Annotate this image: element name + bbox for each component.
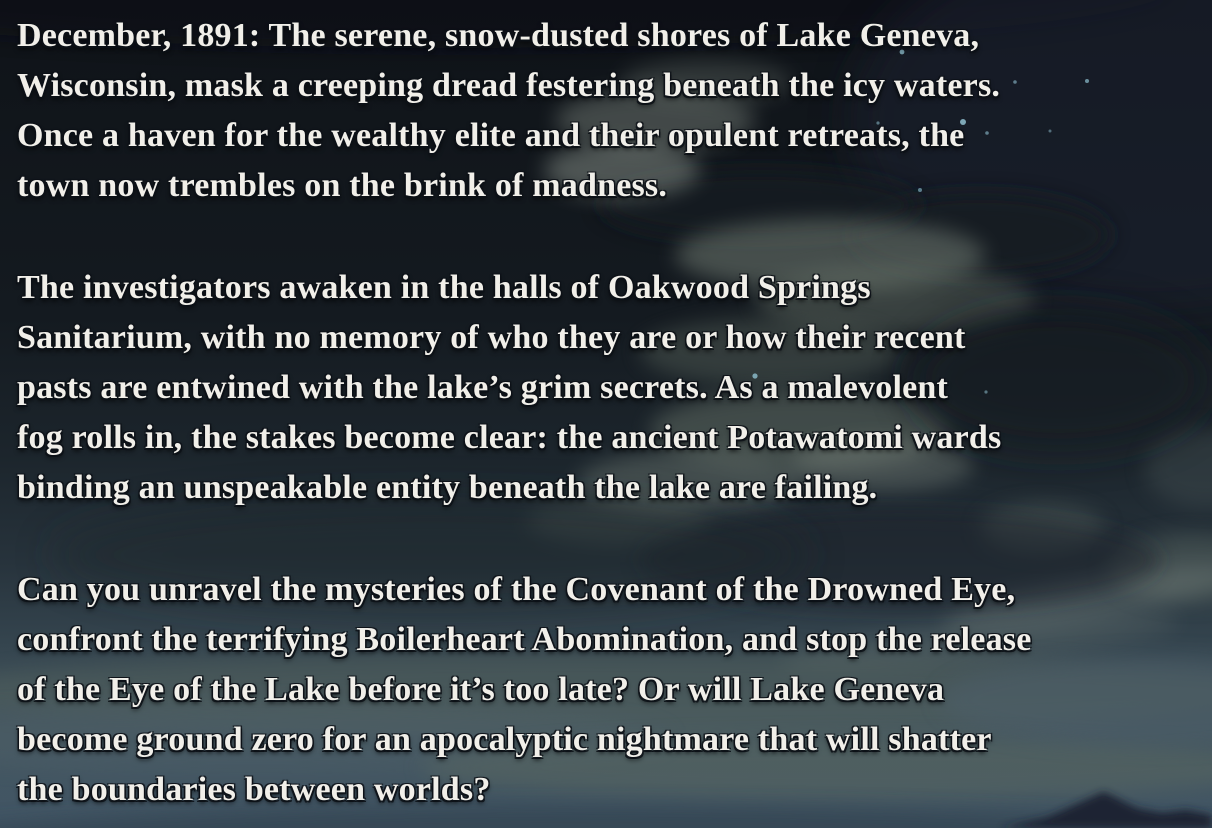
intro-narration — [17, 11, 1204, 815]
narration-line: become ground zero for an apocalyptic nightmare that will shatter — [17, 721, 992, 758]
narration-line: the boundaries between worlds? — [17, 771, 491, 808]
narration-line: The investigators awaken in the halls of Oakwood Springs — [17, 269, 871, 306]
narration-line: town now trembles on the brink of madness. — [17, 167, 668, 204]
narration-line: Can you unravel the mysteries of the Covenant of the Drowned Eye, — [17, 571, 1016, 608]
narration-line: pasts are entwined with the lake’s grim secrets. As a malevolent — [17, 369, 949, 406]
narration-line: Sanitarium, with no memory of who they are or how their recent — [17, 319, 966, 356]
narration-paragraph-2 — [17, 263, 1204, 513]
narration-line: fog rolls in, the stakes become clear: the ancient Potawatomi wards — [17, 419, 1002, 456]
narration-paragraph-3 — [17, 565, 1204, 815]
narration-paragraph-1 — [17, 11, 1204, 211]
narration-line: December, 1891: The serene, snow-dusted shores of Lake Geneva, — [17, 17, 980, 54]
narration-line: confront the terrifying Boilerheart Abomination, and stop the release — [17, 621, 1032, 658]
narration-line: binding an unspeakable entity beneath the lake are failing. — [17, 469, 878, 506]
narration-line: of the Eye of the Lake before it’s too late? Or will Lake Geneva — [17, 671, 945, 708]
narration-line: Once a haven for the wealthy elite and their opulent retreats, the — [17, 117, 965, 154]
narration-line: Wisconsin, mask a creeping dread festering beneath the icy waters. — [17, 67, 1001, 104]
